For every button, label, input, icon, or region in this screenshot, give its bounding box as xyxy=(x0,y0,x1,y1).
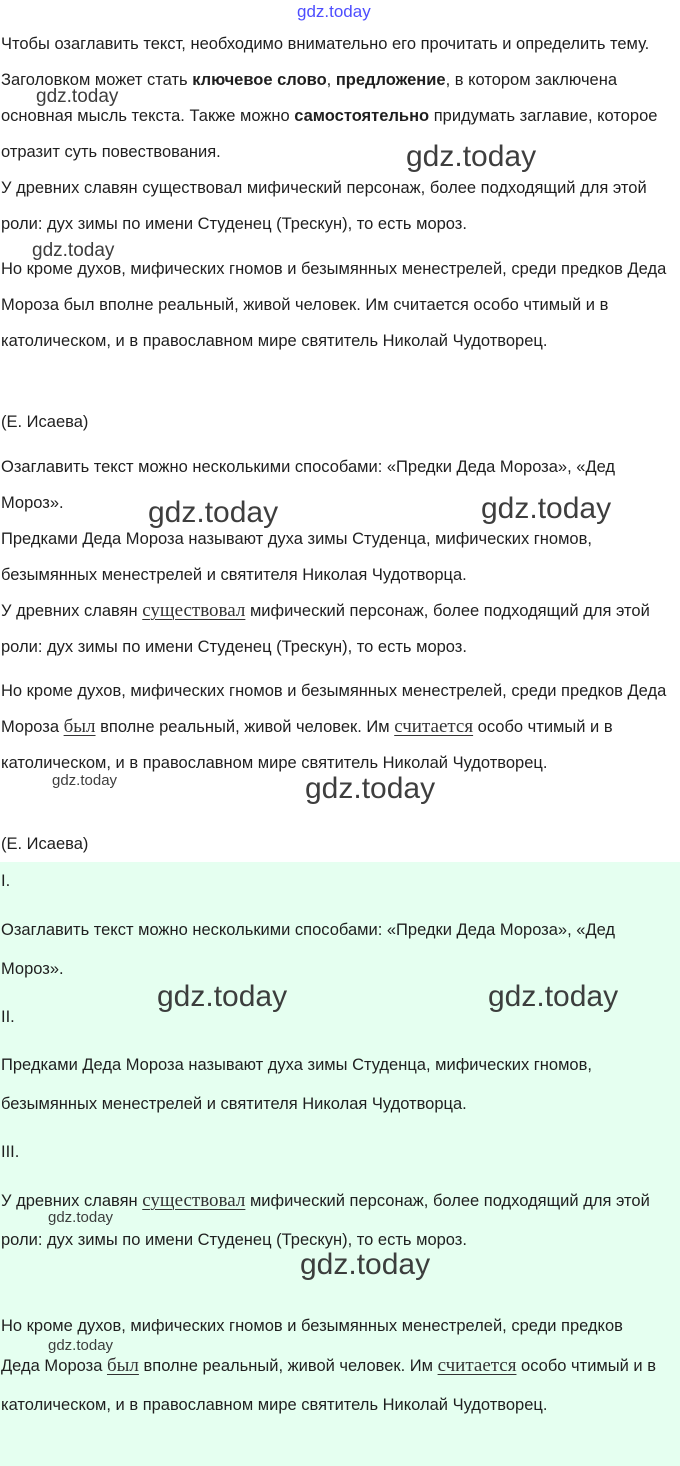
text1-paragraph-1: У древних славян существовал мифический персонаж, более подходящий для этой роли: дух зимы по имени Студенец (Трескун), то есть мороз. xyxy=(1,179,647,233)
watermark: gdz.today xyxy=(297,2,371,21)
section-number-1: I. xyxy=(1,872,11,890)
section-number-3: III. xyxy=(1,1143,20,1161)
green-text-paragraph-2: Но кроме духов, мифических гномов и безымянных менестрелей, среди предков Деда Мороза был вполне реальный, живой человек. Им считается особо чтимый и в католическом, и в православном мире святитель Николай Чудотворец. xyxy=(1,1317,656,1414)
intro-text: , xyxy=(326,71,336,89)
watermark: gdz.today xyxy=(300,1248,431,1281)
verb-was: был xyxy=(63,716,96,737)
answer-titles: Озаглавить текст можно несколькими способами: «Предки Деда Мороза», «Дед Мороз». xyxy=(1,458,616,512)
text1-paragraph-2: Но кроме духов, мифических гномов и безымянных менестрелей, среди предков Деда Мороза был вполне реальный, живой человек. Им считается особо чтимый и в католическом, и в православном мире святитель Николай Чудотворец. xyxy=(1,260,667,350)
green-text-paragraph-1: У древних славян существовал мифический персонаж, более подходящий для этой роли: дух зимы по имени Студенец (Трескун), то есть мороз. xyxy=(1,1190,650,1249)
watermark: gdz.today xyxy=(36,86,119,107)
verb-considered: считается xyxy=(394,716,474,737)
intro-text: , в котором заключена основная мысль текста. Также можно xyxy=(1,71,618,125)
watermark: gdz.today xyxy=(32,240,115,261)
watermark: gdz.today xyxy=(148,496,279,529)
watermark: gdz.today xyxy=(48,1337,114,1354)
watermark: gdz.today xyxy=(48,1209,114,1226)
verb-considered: считается xyxy=(437,1355,517,1376)
text2-paragraph-1: У древних славян существовал мифический персонаж, более подходящий для этой роли: дух зимы по имени Студенец (Трескун), то есть мороз. xyxy=(1,600,650,656)
green-titles: Озаглавить текст можно несколькими способами: «Предки Деда Мороза», «Дед Мороз». xyxy=(1,921,616,978)
watermark: gdz.today xyxy=(481,492,612,525)
watermark: gdz.today xyxy=(488,980,619,1013)
key-sentence: предложение xyxy=(335,71,446,89)
verb-was: был xyxy=(106,1355,139,1376)
watermark: gdz.today xyxy=(52,772,118,789)
answer-ancestors: Предками Деда Мороза называют духа зимы Студенца, мифических гномов, безымянных менестрелей и святителя Николая Чудотворца. xyxy=(1,530,592,584)
text2-paragraph-2: Но кроме духов, мифических гномов и безымянных менестрелей, среди предков Деда Мороза был вполне реальный, живой человек. Им считается особо чтимый и в католическом, и в православном мире святитель Николай Чудотворец. xyxy=(1,682,667,772)
self-invented: самостоятельно xyxy=(294,107,430,125)
text2-author: (Е. Исаева) xyxy=(1,835,89,853)
green-ancestors: Предками Деда Мороза называют духа зимы Студенца, мифических гномов, безымянных менестрелей и святителя Николая Чудотворца. xyxy=(1,1056,592,1113)
section-number-2: II. xyxy=(1,1008,15,1026)
watermark: gdz.today xyxy=(406,140,537,173)
verb-existed: существовал xyxy=(142,600,246,621)
intro-text: придумать заглавие, которое отразит суть повествования. xyxy=(1,107,658,161)
key-word: ключевое слово xyxy=(192,71,327,89)
text1-author: (Е. Исаева) xyxy=(1,413,89,431)
watermark: gdz.today xyxy=(157,980,288,1013)
watermark: gdz.today xyxy=(305,772,436,805)
verb-existed: существовал xyxy=(142,1190,246,1211)
intro-text: Чтобы озаглавить текст, необходимо внимательно его прочитать и определить тему. Заголовком может стать xyxy=(1,35,650,89)
